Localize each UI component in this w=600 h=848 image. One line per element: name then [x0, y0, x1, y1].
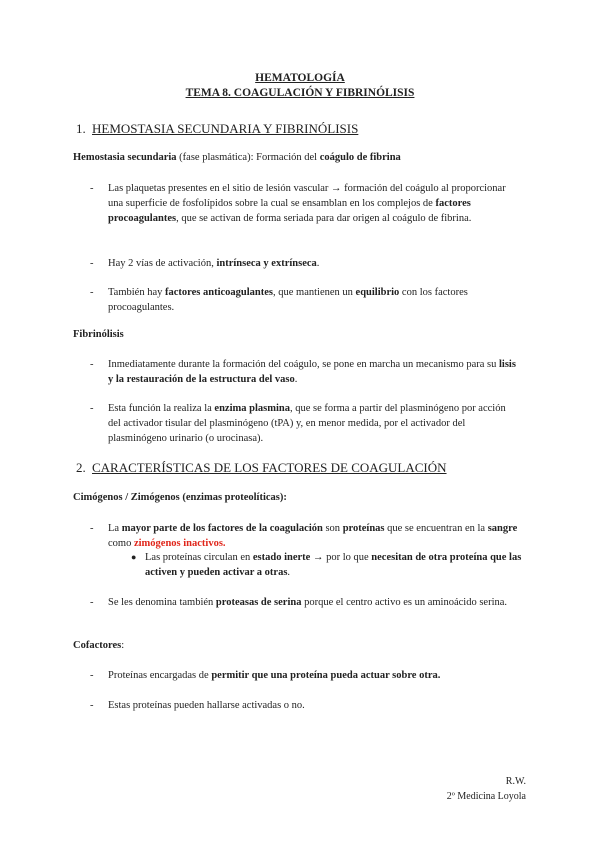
section2-heading-text: CARACTERÍSTICAS DE LOS FACTORES DE COAGULACIÓN [92, 460, 447, 475]
section1-number: 1. [76, 121, 86, 136]
section1-heading-text: HEMOSTASIA SECUNDARIA Y FIBRINÓLISIS [92, 121, 359, 136]
bullet-dash-icon: - [90, 359, 94, 370]
bullet-text: Proteínas encargadas de [108, 670, 212, 681]
section2-heading [76, 460, 447, 476]
bullet-text: . [316, 258, 320, 269]
hemostasia-desc: (fase plasmática): Formación del [176, 152, 320, 163]
bullet-text: que se encuentran en la [384, 523, 488, 534]
bullet-text: Se les denomina también [108, 597, 216, 608]
bullet-bold: lisis y la restauración de la estructura del vaso [108, 359, 516, 385]
highlight-red-text: zimógenos inactivos. [133, 538, 226, 549]
zimogenos-heading [73, 492, 287, 503]
fibrinolisis-label: Fibrinólisis [73, 329, 124, 340]
bullet-text: → por lo que [310, 552, 372, 563]
bullet-text: . [294, 374, 298, 385]
hemostasia-bold: coágulo de fibrina [319, 152, 401, 163]
bullet-text: Inmediatamente durante la formación del coágulo, se pone en marcha un mecanismo para su [108, 359, 499, 370]
bullet-text: con los factores procoagulantes. [108, 287, 468, 313]
bullet-bold: estado inerte [252, 552, 311, 563]
bullet-text: , que se activan de forma seriada para dar origen al coágulo de fibrina. [176, 213, 472, 224]
bullet-dot-icon: ● [131, 552, 137, 562]
bullet-dash-icon: - [90, 523, 94, 534]
list-item [90, 668, 518, 683]
zimogenos-label: Cimógenos / Zimógenos (enzimas proteolíticas): [73, 492, 287, 503]
bullet-text: Las proteínas circulan en [145, 552, 253, 563]
bullet-bold: permitir que una proteína pueda actuar sobre otra. [211, 670, 441, 681]
list-item [90, 181, 518, 226]
bullet-text: son [322, 523, 343, 534]
bullet-bold: factores anticoagulantes [165, 287, 273, 298]
list-item [90, 256, 518, 271]
bullet-dash-icon: - [90, 403, 94, 414]
list-item [90, 595, 518, 610]
bullet-dash-icon: - [90, 700, 94, 711]
footer-initials: R.W. [505, 776, 526, 787]
bullet-bold: proteínas [342, 523, 385, 534]
list-item [90, 357, 518, 387]
list-item [90, 521, 518, 551]
bullet-text: , que mantienen un [273, 287, 356, 298]
bullet-dash-icon: - [90, 287, 94, 298]
bullet-text: Las plaquetas presentes en el sitio de lesión vascular → formación del coágulo al proporcionar una superficie de fosfolípidos sobre la cual se ensamblan en los complejos de [108, 183, 506, 209]
list-item [90, 401, 518, 446]
bullet-text: porque el centro activo es un aminoácido serina. [301, 597, 508, 608]
bullet-bold: intrínseca y extrínseca [216, 258, 317, 269]
bullet-text: , que se forma a partir del plasminógeno por acción del activador tisular del plasminógeno (tPA) y, en menor medida, por el activador del plasminógeno urinario (o urocinasa). [108, 403, 506, 444]
bullet-text: La [108, 523, 122, 534]
section2-number: 2. [76, 460, 86, 475]
sub-list-item [131, 550, 525, 580]
bullet-bold: factores procoagulantes [108, 198, 471, 224]
document-subtitle: TEMA 8. COAGULACIÓN Y FIBRINÓLISIS [185, 87, 415, 99]
bullet-bold: enzima plasmina [214, 403, 290, 414]
bullet-bold: sangre [487, 523, 518, 534]
fibrinolisis-heading [73, 329, 124, 340]
bullet-bold: mayor parte de los factores de la coagulación [121, 523, 323, 534]
hemostasia-label: Hemostasia secundaria [73, 152, 177, 163]
bullet-dash-icon: - [90, 183, 94, 194]
bullet-text: Esta función la realiza la [108, 403, 215, 414]
bullet-text: Hay 2 vías de activación, [108, 258, 217, 269]
bullet-text: Estas proteínas pueden hallarse activadas o no. [108, 700, 305, 711]
bullet-text: . [287, 567, 291, 578]
bullet-dash-icon: - [90, 258, 94, 269]
bullet-bold: necesitan de otra proteína que las activen y pueden activar a otras [145, 552, 522, 578]
cofactores-heading [73, 640, 124, 651]
bullet-text: También hay [108, 287, 165, 298]
list-item [90, 285, 518, 315]
document-title: HEMATOLOGÍA [255, 72, 345, 84]
footer-course: 2º Medicina Loyola [446, 791, 526, 802]
bullet-bold: equilibrio [355, 287, 400, 298]
bullet-dash-icon: - [90, 597, 94, 608]
cofactores-label: Cofactores [73, 640, 122, 651]
bullet-text: como [108, 538, 134, 549]
hemostasia-line [73, 152, 401, 163]
section1-heading [76, 121, 359, 137]
cofactores-colon: : [121, 640, 125, 651]
bullet-bold: proteasas de serina [215, 597, 302, 608]
list-item [90, 698, 518, 713]
bullet-dash-icon: - [90, 670, 94, 681]
